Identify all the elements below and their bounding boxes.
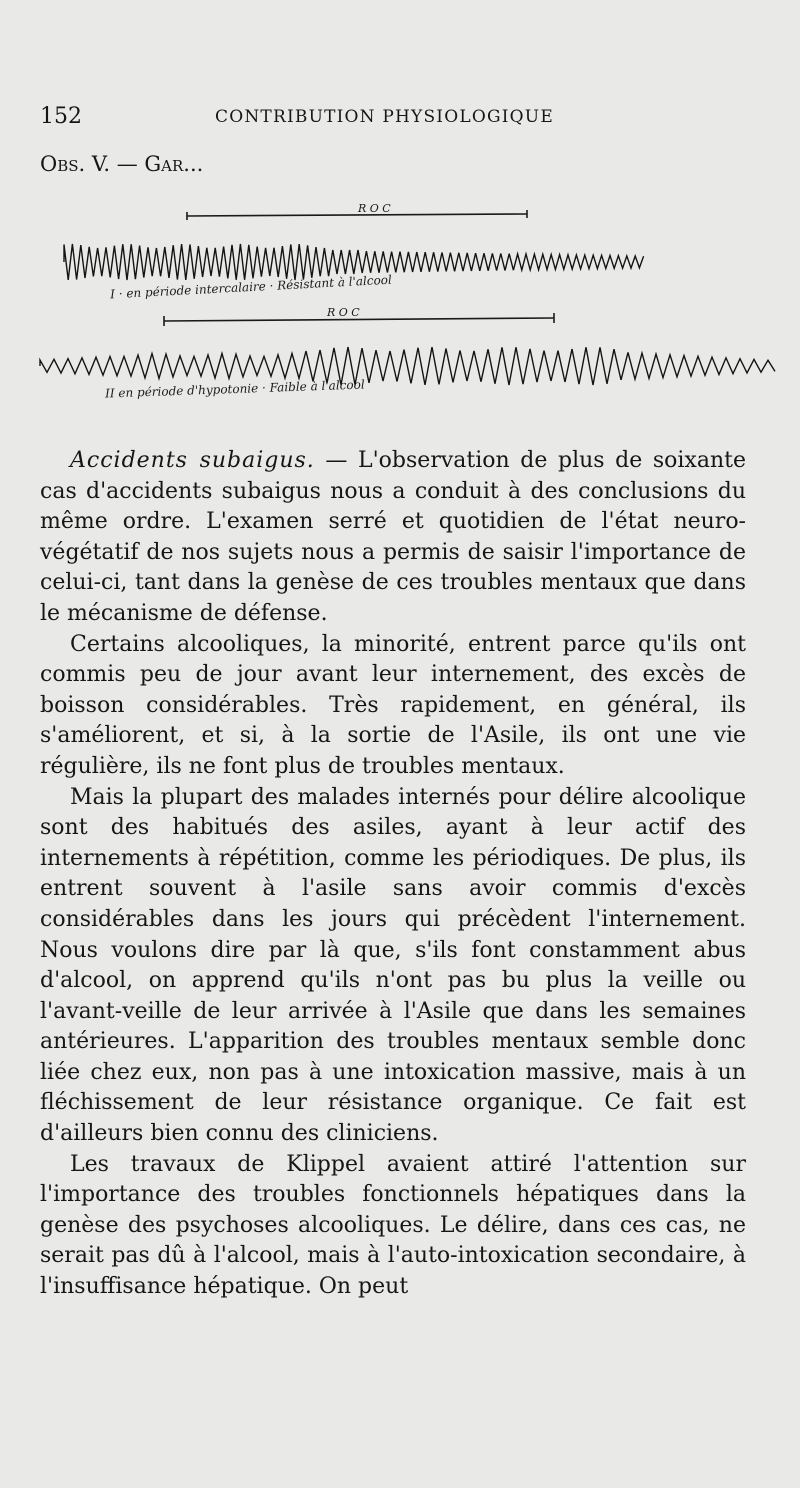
- paragraph-1: [40, 446, 746, 630]
- oscillometric-tracing: [0, 190, 800, 420]
- section-title: Accidents subaigus.: [70, 448, 315, 473]
- page-header: [40, 104, 600, 134]
- roc-label-2: R O C: [327, 306, 360, 319]
- tracing-wave-2: [40, 347, 775, 385]
- paragraph-2: Certains alcooliques, la minorité, entrent parce qu'ils ont commis peu de jour avant leur internement, des excès de boisson considérables. Très rapidement, en général, ils s'améliorent, et si, à la sortie de l'Asile, ils ont une vie régulière, ils ne font plus de troubles mentaux.: [40, 631, 746, 779]
- body-text: [40, 446, 746, 1303]
- tracing-caption-2: II en période d'hypotonie · Faible à l'alcool: [104, 377, 365, 401]
- paragraph-4: Les travaux de Klippel avaient attiré l'attention sur l'importance des troubles fonctionnels hépatiques dans la genèse des psychoses alcooliques. Le délire, dans ces cas, ne serait pas dû à l'alcool, mais à l'auto-intoxication secondaire, à l'insuffisance hépatique. On peut: [40, 1151, 746, 1300]
- observation-label: Obs. V. — Gar...: [40, 152, 204, 176]
- paragraph-1-text: — L'observation de plus de soixante cas d'accidents subaigus nous a conduit à des conclusions du même ordre. L'examen serré et quotidien de l'état neuro-végétatif de nos sujets nous a permis de saisir l'importance de celui-ci, tant dans la genèse de ces troubles mentaux que dans le mécanisme de défense.: [40, 448, 746, 626]
- tracing-caption-1: I · en période intercalaire · Résistant à l'alcool: [109, 272, 393, 302]
- page-number: 152: [40, 104, 82, 129]
- paragraph-3: Mais la plupart des malades internés pour délire alcoolique sont des habitués des asiles, ayant à leur actif des internements à répétition, comme les périodiques. De plus, ils entrent souvent à l'asile sans avoir commis d'excès considérables dans les jours qui précèdent l'internement. Nous voulons dire par là que, s'ils font constamment abus d'alcool, on apprend qu'ils n'ont pas bu plus la veille ou l'avant-veille de leur arrivée à l'Asile que dans les semaines antérieures. L'apparition des troubles mentaux semble donc liée chez eux, non pas à une intoxication massive, mais à un fléchissement de leur résistance organique. Ce fait est d'ailleurs bien connu des cliniciens.: [40, 784, 746, 1147]
- roc-bracket-1: [187, 214, 527, 216]
- running-title: CONTRIBUTION PHYSIOLOGIQUE: [215, 107, 554, 127]
- roc-label-1: R O C: [358, 202, 391, 215]
